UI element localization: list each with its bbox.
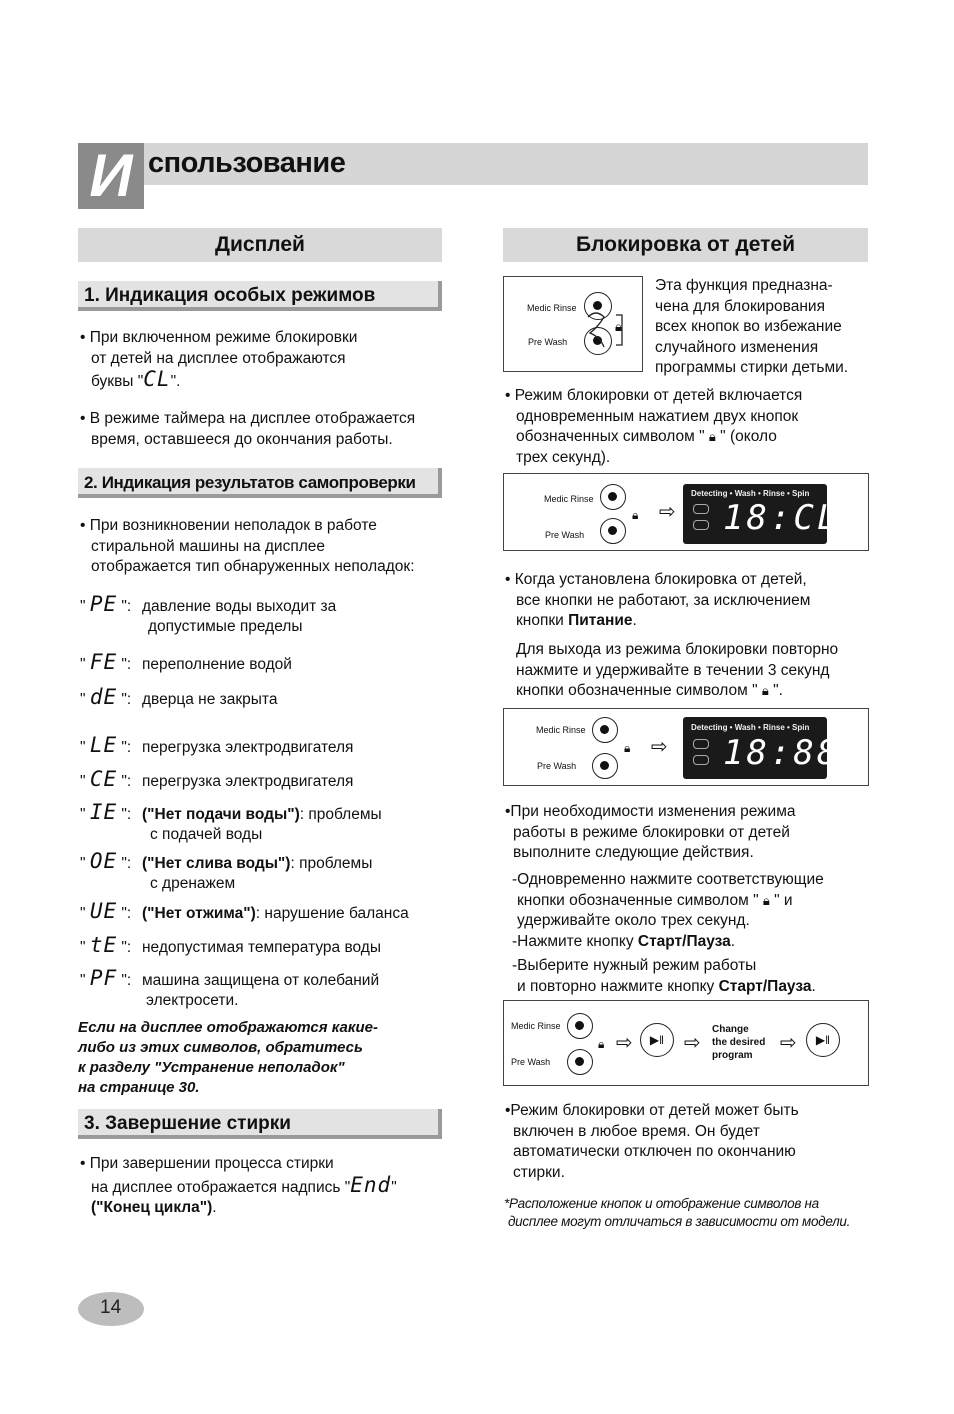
lock-display-diagram	[503, 473, 869, 551]
prewash-button	[600, 518, 626, 544]
arrow-right-icon: ⇨	[659, 501, 676, 523]
page-title: спользование	[148, 147, 346, 179]
medic-rinse-label: Medic Rinse	[527, 303, 577, 313]
error-code-row: " UE ": ("Нет отжима"): нарушение баланса	[80, 899, 409, 923]
model-footnote: *Расположение кнопок и отображение символов на дисплее могут отличаться в зависимости от модели.	[504, 1196, 851, 1229]
prewash-button	[567, 1049, 593, 1075]
error-code-row: " tE ": недопустимая температура воды	[80, 933, 381, 957]
child-lock-bullet-5: •Режим блокировки от детей может быть включен в любое время. Он будет автоматически отключен по окончанию стирки.	[505, 1102, 799, 1181]
page-number: 14	[100, 1297, 122, 1318]
child-lock-bullet-4: •При необходимости изменения режима работы в режиме блокировки от детей выполните следующие действия.	[505, 803, 796, 861]
arrow-right-icon: ⇨	[651, 736, 668, 758]
lock-icon: 🔒︎	[624, 741, 631, 755]
subsection-title-1: 1. Индикация особых режимов	[78, 281, 442, 311]
code-cl: CL	[143, 367, 171, 391]
lock-icon: 🔒︎	[762, 892, 770, 908]
lock-icon: 🔒︎	[598, 1037, 605, 1051]
indicator-icon	[693, 520, 709, 530]
indicator-icon	[693, 739, 709, 749]
prewash-label: Pre Wash	[537, 761, 577, 771]
arrow-right-icon: ⇨	[780, 1032, 797, 1054]
subsection-title-3: 3. Завершение стирки	[78, 1109, 442, 1139]
troubleshooting-note: Если на дисплее отображаются какие- либо из этих символов, обратитесь к разделу "Устранение неполадок" на странице 30.	[78, 1019, 378, 1096]
error-code-row: " PE ": давление воды выходит за допустимые пределы	[80, 592, 337, 635]
lock-icon: 🔒︎	[615, 319, 622, 334]
section-title-display: Дисплей	[78, 228, 442, 262]
medic-rinse-label: Medic Rinse	[511, 1021, 561, 1031]
change-program-label: Change the desired program	[712, 1024, 766, 1061]
buttons-diagram	[503, 276, 643, 372]
error-code-row: " FE ": переполнение водой	[80, 650, 292, 674]
lcd-digits: 18:88	[723, 733, 841, 773]
prewash-label: Pre Wash	[545, 530, 585, 540]
lcd-status-bar: Detecting • Wash • Rinse • Spin	[691, 489, 810, 498]
medic-rinse-button	[592, 717, 618, 743]
error-code-row: " LE ": перегрузка электродвигателя	[80, 733, 354, 757]
prewash-button	[592, 753, 618, 779]
medic-rinse-label: Medic Rinse	[544, 494, 594, 504]
child-lock-bullet-1: • Режим блокировки от детей включается одновременным нажатием двух кнопок обозначенных символом " 🔒︎ " (около трех секунд).	[505, 387, 803, 466]
arrow-right-icon: ⇨	[684, 1032, 701, 1054]
lock-icon: 🔒︎	[761, 683, 769, 698]
lock-icon: 🔒︎	[632, 508, 639, 522]
s3-paragraph: • При завершении процесса стирки на дисплее отображается надпись "End" ("Конец цикла").	[80, 1155, 397, 1216]
lock-icon: 🔒︎	[708, 429, 716, 444]
child-lock-bullet-2: • Когда установлена блокировка от детей, все кнопки не работают, за исключением кнопки Питание.	[505, 571, 811, 629]
error-code-row: " CE ": перегрузка электродвигателя	[80, 767, 354, 791]
error-code-row: " OE ": ("Нет слива воды"): проблемы с дренажем	[80, 849, 373, 892]
s2-intro: • При возникновении неполадок в работе стиральной машины на дисплее отображается тип обнаруженных неполадок:	[80, 517, 415, 575]
start-pause-button: ▶‖	[640, 1023, 674, 1057]
s1-paragraph-1: • При включенном режиме блокировки от детей на дисплее отображаются буквы "CL".	[80, 329, 358, 391]
error-code-row: " PF ": машина защищена от колебаний электросети.	[80, 966, 380, 1009]
child-lock-intro: Эта функция предназна- чена для блокирования всех кнопок во избежание случайного изменения программы стирки детьми.	[655, 277, 849, 376]
lcd-digits: 18:CL	[723, 498, 841, 538]
indicator-icon	[693, 504, 709, 514]
medic-rinse-button	[600, 484, 626, 510]
medic-rinse-button	[567, 1013, 593, 1039]
s1-paragraph-2: • В режиме таймера на дисплее отображается время, оставшееся до окончания работы.	[80, 410, 416, 448]
unlock-instructions: Для выхода из режима блокировки повторно нажмите и удерживайте в течении 3 секунд кнопки обозначенные символом " 🔒︎ ".	[516, 641, 839, 699]
indicator-icon	[693, 755, 709, 765]
code-end: End	[350, 1172, 392, 1197]
header-initial: И	[78, 143, 144, 209]
lcd-status-bar: Detecting • Wash • Rinse • Spin	[691, 723, 810, 732]
error-code-row: " IE ": ("Нет подачи воды"): проблемы с подачей воды	[80, 800, 382, 843]
lcd-display-unlocked	[683, 717, 841, 779]
lcd-display-locked	[683, 484, 841, 544]
arrow-right-icon: ⇨	[616, 1032, 633, 1054]
section-title-child-lock: Блокировка от детей	[503, 228, 868, 262]
change-mode-steps: -Одновременно нажмите соответствующие кнопки обозначенные символом " 🔒︎ " и удерживайте около трех секунд. -Нажмите кнопку Старт/Пауза. -Выберите нужный режим работы и повторно нажмите кнопку Старт/Пауза.	[512, 871, 824, 995]
prewash-label: Pre Wash	[528, 337, 568, 347]
subsection-title-2: 2. Индикация результатов самопроверки	[78, 468, 442, 498]
prewash-label: Pre Wash	[511, 1057, 551, 1067]
error-code-row: " dE ": дверца не закрыта	[80, 685, 278, 709]
hand-press-icon	[578, 297, 638, 357]
change-program-diagram	[503, 1000, 869, 1086]
medic-rinse-label: Medic Rinse	[536, 725, 586, 735]
start-pause-button: ▶‖	[806, 1023, 840, 1057]
unlock-display-diagram	[503, 708, 869, 786]
